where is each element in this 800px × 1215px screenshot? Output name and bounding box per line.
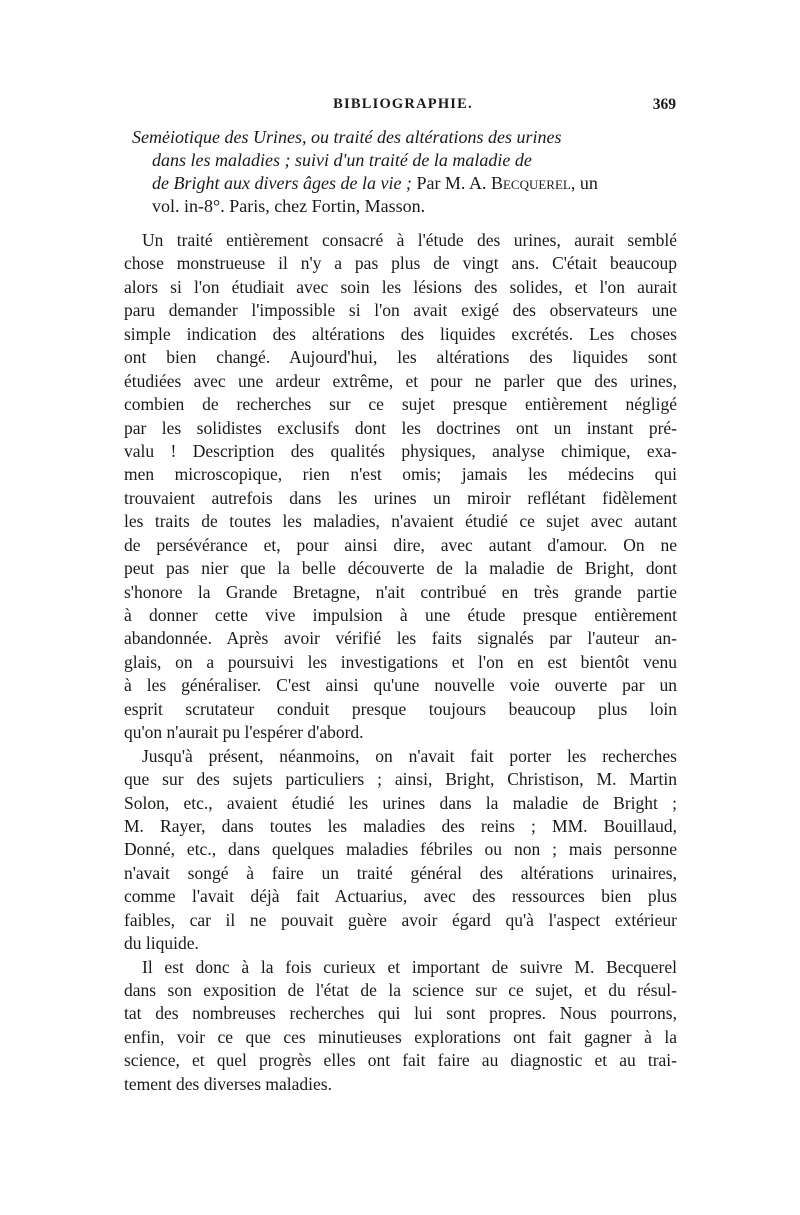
body-line: men microscopique, rien n'est omis; jamais les médecins qui [124,464,677,485]
body-line: Il est donc à la fois curieux et important de suivre M. Becquerel [142,956,677,977]
body-line: abandonnée. Après avoir vérifié les faits signalés par l'auteur an- [124,628,677,649]
body-line: ont bien changé. Aujourd'hui, les altérations des liquides sont [124,347,677,368]
entry-title-line: Semėiotique des Urines, ou traité des altérations des urines [132,127,562,147]
body-line: chose monstrueuse il n'y a pas plus de vingt ans. C'était beaucoup [124,253,677,274]
page-number: 369 [652,96,676,113]
body-line: alors si l'on étudiait avec soin les lésions des solides, et l'on aurait [124,276,677,297]
body-line: du liquide. [124,933,199,954]
body-line: valu ! Description des qualités physiques, analyse chimique, exa- [124,440,677,461]
author-name: Becquerel [490,173,571,193]
body-line: enfin, voir ce que ces minutieuses explorations ont fait gagner à la [124,1026,677,1047]
body-line: esprit scrutateur conduit presque toujours beaucoup plus loin [124,698,677,719]
body-line: dans son exposition de l'état de la science sur ce sujet, et du résul- [124,980,677,1000]
body-line: à donner cette vive impulsion à une étude presque entièrement [124,605,677,625]
body-line: trouvaient autrefois dans les urines un miroir reflétant fidèlement [124,487,677,508]
body-line: M. Rayer, dans toutes les maladies des reins ; MM. Bouillaud, [124,815,677,836]
body-line: paru demander l'impossible si l'on avait exigé des observateurs une [124,300,677,321]
body-line: que sur des sujets particuliers ; ainsi, Bright, Christison, M. Martin [124,769,677,790]
body-line: comme l'avait déjà fait Actuarius, avec des ressources bien plus [124,886,677,907]
body-line: Solon, etc., avaient étudié les urines dans la maladie de Bright ; [124,792,677,813]
body-line: glais, on a poursuivi les investigations et l'on en est bientôt venu [124,651,677,672]
body-line: étudiées avec une ardeur extrême, et pour ne parler que des urines, [124,370,677,391]
publication-line: vol. in-8°. Paris, chez Fortin, Masson. [152,196,426,216]
body-line: les traits de toutes les maladies, n'avaient étudié ce sujet avec autant [124,511,677,532]
body-line: qu'on n'aurait pu l'espérer d'abord. [124,722,364,743]
body-line: Jusqu'à présent, néanmoins, on n'avait fait porter les recherches [142,745,677,766]
body-line: à les généraliser. C'est ainsi qu'une nouvelle voie ouverte par un [124,675,677,696]
body-line: Donné, etc., dans quelques maladies fébriles ou non ; mais personne [124,839,677,860]
entry-title-line: dans les maladies ; suivi d'un traité de la maladie de [152,150,532,170]
body-line: Un traité entièrement consacré à l'étude des urines, aurait semblé [142,230,677,250]
entry-title-line: de Bright aux divers âges de la vie ; [152,173,412,193]
body-line: peut pas nier que la belle découverte de la maladie de Bright, dont [124,558,677,579]
body-line: science, et quel progrès elles ont fait faire au diagnostic et au trai- [124,1050,677,1071]
running-head [130,96,676,120]
author-prefix: Par M. A. [416,173,487,193]
body-line: n'avait songé à faire un traité général des altérations urinaires, [124,862,677,883]
entry-title-line-with-author [132,172,677,195]
body-line: faibles, car il ne pouvait guère avoir égard qu'à l'aspect extérieur [124,909,677,930]
author-suffix: , un [570,173,598,193]
body-line: par les solidistes exclusifs dont les doctrines ont un instant pré- [124,417,677,438]
body-line: s'honore la Grande Bretagne, n'ait contribué en très grande partie [124,581,677,602]
running-title: BIBLIOGRAPHIE. [333,96,473,112]
body-line: combien de recherches sur ce sujet presque entièrement négligé [124,394,677,415]
body-line: simple indication des altérations des liquides excrétés. Les choses [124,323,677,344]
body-line: tat des nombreuses recherches qui lui sont propres. Nous pourrons, [124,1003,677,1024]
body-line: tement des diverses maladies. [124,1073,332,1094]
review-body [124,229,677,1096]
body-line: de persévérance et, pour ainsi dire, avec autant d'amour. On ne [124,534,677,555]
bibliography-entry [132,126,677,218]
